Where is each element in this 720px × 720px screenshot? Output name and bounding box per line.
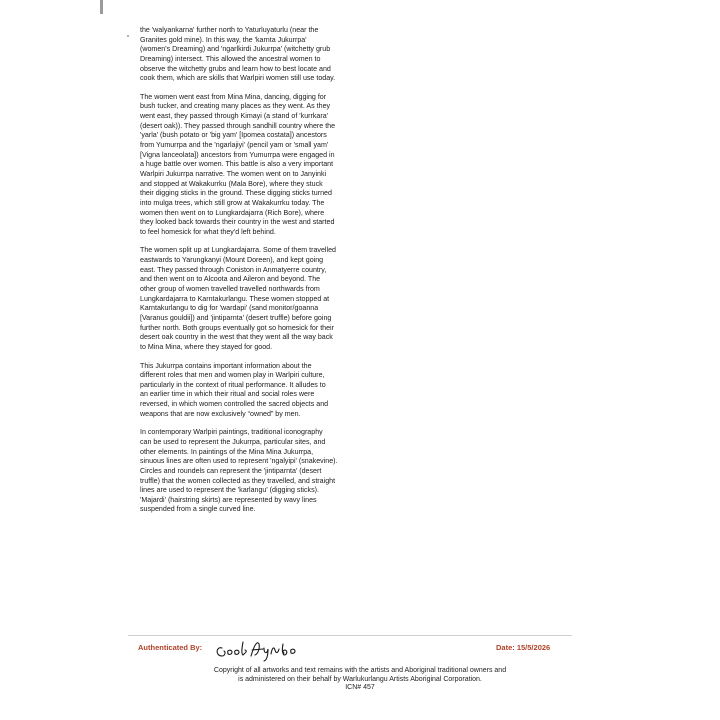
copyright-line: Copyright of all artworks and text remains with the artists and Aboriginal traditional owners and — [213, 667, 507, 674]
authentication-divider — [128, 635, 572, 636]
story-text — [140, 26, 362, 524]
text-line: [Varanus gouldii]) and 'jintiparnta' (desert truffle) before going — [140, 313, 332, 322]
text-line: sinuous lines are often used to represent 'ngalyipi' (snakevine). — [140, 457, 338, 466]
text-line: an earlier time in which their ritual and social roles were — [140, 390, 315, 399]
text-line: they looked back towards their country in the west and started — [140, 218, 335, 227]
text-line: a huge battle over women. This battle is also a very important — [140, 160, 334, 169]
text-line: Dreaming) intersect. This allowed the ancestral women to — [140, 54, 321, 63]
text-line: suspended from a single curved line. — [140, 505, 256, 514]
text-line: other group of women travelled travelled northwards from — [140, 285, 320, 294]
paragraph — [140, 26, 362, 84]
text-line: eastwards to Yarungkanyi (Mount Doreen), and kept going — [140, 256, 324, 265]
icn-number: ICN# 457 — [345, 684, 375, 692]
authenticated-by-label: Authenticated By: — [138, 643, 203, 652]
text-line: to Mina Mina, where they stayed for good. — [140, 342, 273, 351]
text-line: desert oak country in the west that they went all the way back — [140, 333, 333, 342]
text-line: This Jukurrpa contains important information about the — [140, 361, 312, 370]
text-line: further north. Both groups eventually got so homesick for their — [140, 323, 334, 332]
text-line: Circles and roundels can represent the 'jintiparnta' (desert — [140, 466, 322, 475]
text-line: from Yumurrpa and the 'ngarlajiyi' (pencil yam or 'small yam' — [140, 141, 329, 150]
paragraph — [140, 93, 362, 238]
text-line: truffle) that the women collected as they travelled, and straight — [140, 476, 336, 485]
text-line: their digging sticks in the ground. These digging sticks turned — [140, 189, 332, 198]
text-line: women then went on to Lungkardajarra (Rich Bore), where — [140, 208, 325, 217]
text-line: (women's Dreaming) and 'ngarlkirdi Jukurrpa' (witchetty grub — [140, 45, 331, 54]
paragraph — [140, 428, 362, 515]
text-line: lines are used to represent the 'karlangu' (digging sticks). — [140, 486, 319, 495]
text-line: different roles that men and women play in Warlpiri culture, — [140, 371, 325, 380]
text-line: and then went on to Alcoota and Aileron and beyond. The — [140, 275, 321, 284]
text-line: (desert oak)). They passed through sandhill country where the — [140, 121, 336, 130]
text-line: The women went east from Mina Mina, dancing, digging for — [140, 92, 327, 101]
text-line: into mulga trees, which still grow at Wakakurrku today. The — [140, 198, 325, 207]
text-line: particularly in the context of ritual performance. It alludes to — [140, 380, 326, 389]
page-edge-bar — [100, 0, 103, 14]
text-line: can be used to represent the Jukurrpa, particular sites, and — [140, 437, 326, 446]
text-line: bush tucker, and creating many places as they went. As they — [140, 102, 331, 111]
text-line: 'yarla' (bush potato or 'big yam' [Ipomea costata]) ancestors — [140, 131, 327, 140]
text-line: The women split up at Lungkardajarra. Some of them travelled — [140, 246, 336, 255]
signature-image — [212, 636, 308, 662]
text-line: Granites gold mine). In this way, the 'karnta Jukurrpa' — [140, 35, 307, 44]
text-line: [Vigna lanceolata]) ancestors from Yumurrpa were engaged in — [140, 150, 335, 159]
text-line: went east, they passed through Kimayi (a stand of 'kurrkara' — [140, 112, 329, 121]
text-line: cook them, which are skills that Warlpiri women still use today. — [140, 74, 336, 83]
text-line: other elements. In paintings of the Mina Mina Jukurrpa, — [140, 447, 314, 456]
paragraph — [140, 362, 362, 420]
text-line: 'Majardi' (hairstring skirts) are represented by wavy lines — [140, 495, 317, 504]
text-line: Karntakurlangu to dig for 'wardapi' (sand monitor/goanna — [140, 304, 319, 313]
text-line: the 'walyankarna' further north to Yaturluyaturlu (near the — [140, 26, 319, 34]
text-line: observe the witchetty grubs and learn how to best locate and — [140, 64, 331, 73]
scan-speck — [127, 35, 129, 37]
text-line: Warlpiri Jukurrpa narrative. The women went on to Janyinki — [140, 169, 327, 178]
text-line: reversed, in which women controlled the sacred objects and — [140, 400, 329, 409]
text-line: Lungkardajarra to Karntakurlangu. These women stopped at — [140, 294, 330, 303]
text-line: In contemporary Warlpiri paintings, traditional iconography — [140, 428, 323, 437]
text-line: weapons that are now exclusively “owned” by men. — [140, 409, 301, 418]
paragraph — [140, 246, 362, 352]
text-line: to feel homesick for what they'd left behind. — [140, 227, 276, 236]
text-line: east. They passed through Coniston in Anmatyerre country, — [140, 265, 327, 274]
copyright-line: is administered on their behalf by Warlukurlangu Artists Aboriginal Corporation. — [238, 675, 482, 683]
text-line: and stopped at Wakakurrku (Mala Bore), where they stuck — [140, 179, 323, 188]
copyright-footer — [190, 667, 530, 693]
authentication-date: Date: 15/5/2026 — [496, 643, 551, 652]
